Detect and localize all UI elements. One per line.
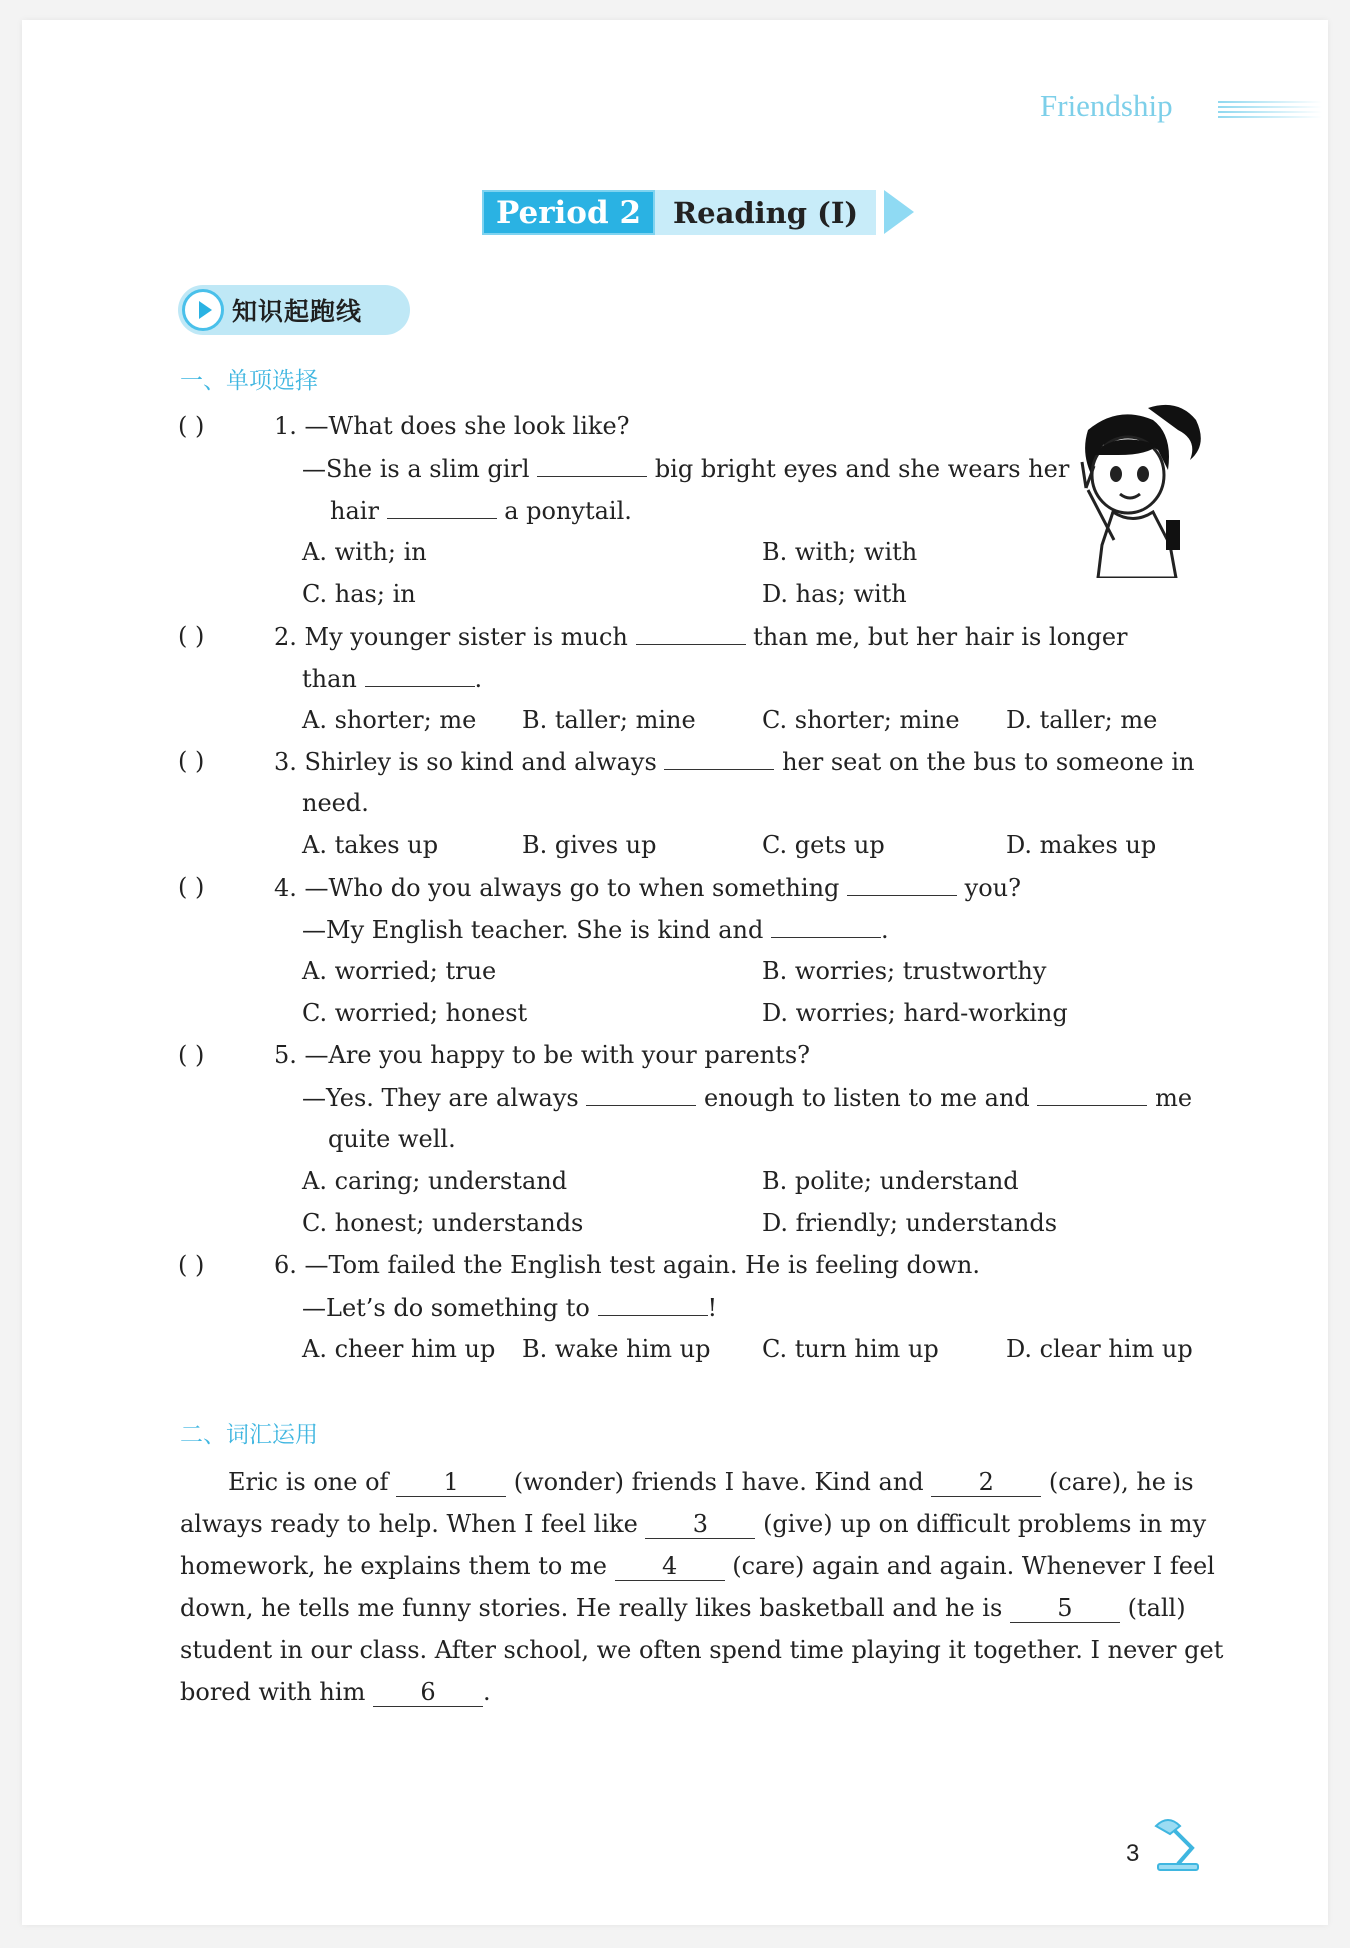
cloze-blank-1[interactable]: 1 xyxy=(396,1468,506,1497)
cloze-text: bored with him xyxy=(180,1678,366,1706)
cloze-text: homework, he explains them to me xyxy=(180,1552,607,1580)
q4-blank-1[interactable] xyxy=(847,871,957,896)
q5-line2-text-c: me xyxy=(1155,1084,1193,1112)
q3-line1-text-a: 3. Shirley is so kind and always xyxy=(274,748,657,776)
q2-answer-bracket[interactable]: ( ) xyxy=(178,622,205,650)
q6-option-b[interactable]: B. wake him up xyxy=(522,1335,711,1363)
cloze-text: down, he tells me funny stories. He really likes basketball and he is xyxy=(180,1594,1003,1622)
q4-option-b[interactable]: B. worries; trustworthy xyxy=(762,957,1047,985)
cloze-blank-3[interactable]: 3 xyxy=(645,1510,755,1539)
q1-option-d[interactable]: D. has; with xyxy=(762,580,907,608)
q6-line1: 6. —Tom failed the English test again. He is feeling down. xyxy=(274,1251,980,1279)
play-icon xyxy=(182,289,224,331)
q3-line2: need. xyxy=(302,789,369,817)
q2-option-d[interactable]: D. taller; me xyxy=(1006,706,1158,734)
q6-blank-1[interactable] xyxy=(598,1291,708,1316)
q6-answer-bracket[interactable]: ( ) xyxy=(178,1251,205,1279)
q3-line1 xyxy=(274,745,1195,778)
q4-blank-2[interactable] xyxy=(771,913,881,938)
cloze-text: always ready to help. When I feel like xyxy=(180,1510,638,1538)
q2-option-c[interactable]: C. shorter; mine xyxy=(762,706,960,734)
reading-label: Reading (I) xyxy=(655,190,876,235)
q1-stem: 1. —What does she look like? xyxy=(274,412,630,440)
q2-line1-text-a: 2. My younger sister is much xyxy=(274,623,628,651)
q4-line2-text-a: —My English teacher. She is kind and xyxy=(302,916,764,944)
q5-option-d[interactable]: D. friendly; understands xyxy=(762,1209,1058,1237)
chapter-title: Friendship xyxy=(1040,88,1173,123)
q4-option-d[interactable]: D. worries; hard-working xyxy=(762,999,1068,1027)
q4-line1-text-a: 4. —Who do you always go to when something xyxy=(274,874,840,902)
q4-line2-text-b: . xyxy=(881,916,889,944)
lesson-title-banner xyxy=(482,190,914,235)
q2-option-b[interactable]: B. taller; mine xyxy=(522,706,696,734)
cloze-line-3 xyxy=(180,1546,1215,1587)
q5-blank-2[interactable] xyxy=(1037,1081,1147,1106)
q4-line1-text-b: you? xyxy=(964,874,1022,902)
q2-line2-text-b: . xyxy=(474,665,483,693)
q2-blank-2[interactable] xyxy=(365,662,475,687)
q5-line2 xyxy=(302,1081,1192,1114)
cloze-text: (care) again and again. Whenever I feel xyxy=(732,1552,1215,1580)
cloze-line-2 xyxy=(180,1504,1207,1545)
page-number: 3 xyxy=(1126,1840,1140,1867)
header-decoration-lines xyxy=(1218,101,1322,121)
part1-heading: 一、单项选择 xyxy=(180,368,318,394)
q2-line2-text-a: than xyxy=(302,665,357,693)
cloze-blank-4[interactable]: 4 xyxy=(615,1552,725,1581)
q2-line2 xyxy=(302,662,482,695)
q5-blank-1[interactable] xyxy=(586,1081,696,1106)
q5-line3: quite well. xyxy=(328,1125,456,1153)
q1-line3-text-b: a ponytail. xyxy=(504,497,632,525)
part2-heading: 二、词汇运用 xyxy=(180,1422,318,1448)
q6-line2-text-a: —Let’s do something to xyxy=(302,1294,590,1322)
cloze-line-6 xyxy=(180,1672,1180,1713)
q4-option-a[interactable]: A. worried; true xyxy=(302,957,497,985)
q4-line1 xyxy=(274,871,1021,904)
q2-blank-1[interactable] xyxy=(636,620,746,645)
q1-blank-1[interactable] xyxy=(537,452,647,477)
cloze-text: (wonder) friends I have. Kind and xyxy=(513,1468,924,1496)
period-label: Period 2 xyxy=(482,190,655,235)
q4-answer-bracket[interactable]: ( ) xyxy=(178,873,205,901)
q6-option-a[interactable]: A. cheer him up xyxy=(302,1335,496,1363)
q5-line1: 5. —Are you happy to be with your parents? xyxy=(274,1041,811,1069)
q6-line2 xyxy=(302,1291,717,1324)
q3-option-b[interactable]: B. gives up xyxy=(522,831,657,859)
q3-option-c[interactable]: C. gets up xyxy=(762,831,885,859)
q5-line2-text-b: enough to listen to me and xyxy=(704,1084,1030,1112)
q3-option-a[interactable]: A. takes up xyxy=(302,831,439,859)
cloze-blank-5[interactable]: 5 xyxy=(1010,1594,1120,1623)
cloze-text: Eric is one of xyxy=(228,1468,389,1496)
q1-option-b[interactable]: B. with; with xyxy=(762,538,918,566)
q3-answer-bracket[interactable]: ( ) xyxy=(178,747,205,775)
q5-option-a[interactable]: A. caring; understand xyxy=(302,1167,568,1195)
q1-line3-text-a: hair xyxy=(330,497,379,525)
q6-option-d[interactable]: D. clear him up xyxy=(1006,1335,1193,1363)
q3-line1-text-b: her seat on the bus to someone in xyxy=(782,748,1195,776)
q1-answer-bracket[interactable]: ( ) xyxy=(178,412,205,440)
q6-line2-text-b: ! xyxy=(707,1294,718,1322)
q1-line3 xyxy=(330,494,632,527)
q2-line1-text-b: than me, but her hair is longer xyxy=(753,623,1128,651)
desk-lamp-icon xyxy=(1148,1812,1206,1872)
cloze-line-5: student in our class. After school, we often spend time playing it together. I never get xyxy=(180,1636,1224,1664)
q5-option-b[interactable]: B. polite; understand xyxy=(762,1167,1019,1195)
q2-option-a[interactable]: A. shorter; me xyxy=(302,706,477,734)
cloze-line-1 xyxy=(228,1462,1228,1503)
section-pill xyxy=(178,285,410,335)
q6-option-c[interactable]: C. turn him up xyxy=(762,1335,939,1363)
q1-line2 xyxy=(302,452,1069,485)
q1-option-c[interactable]: C. has; in xyxy=(302,580,416,608)
girl-illustration xyxy=(1058,400,1208,578)
arrow-icon xyxy=(884,190,914,234)
q1-option-a[interactable]: A. with; in xyxy=(302,538,427,566)
q1-line2-text-b: big bright eyes and she wears her xyxy=(654,455,1070,483)
q4-option-c[interactable]: C. worried; honest xyxy=(302,999,528,1027)
cloze-text: (tall) xyxy=(1127,1594,1186,1622)
cloze-text: (care), he is xyxy=(1048,1468,1194,1496)
q5-line2-text-a: —Yes. They are always xyxy=(302,1084,579,1112)
q1-line2-text-a: —She is a slim girl xyxy=(302,455,530,483)
cloze-text: . xyxy=(482,1678,491,1706)
q4-line2 xyxy=(302,913,889,946)
section-pill-label: 知识起跑线 xyxy=(232,297,363,326)
q3-blank-1[interactable] xyxy=(664,745,774,770)
q5-option-c[interactable]: C. honest; understands xyxy=(302,1209,584,1237)
cloze-line-4 xyxy=(180,1588,1186,1629)
q1-blank-2[interactable] xyxy=(387,494,497,519)
q5-answer-bracket[interactable]: ( ) xyxy=(178,1041,205,1069)
q2-line1 xyxy=(274,620,1128,653)
cloze-text: (give) up on difficult problems in my xyxy=(763,1510,1207,1538)
q3-option-d[interactable]: D. makes up xyxy=(1006,831,1157,859)
cloze-blank-2[interactable]: 2 xyxy=(931,1468,1041,1497)
cloze-blank-6[interactable]: 6 xyxy=(373,1678,483,1707)
